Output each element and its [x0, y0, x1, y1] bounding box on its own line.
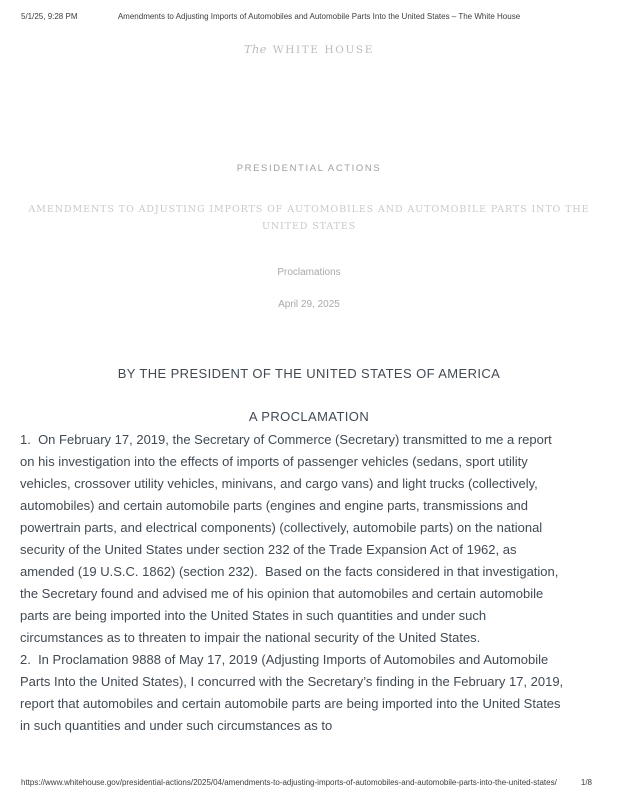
print-source-url: https://www.whitehouse.gov/presidential-actions/2025/04/amendments-to-adjusting-imports-of-automobiles-and-automobile-parts-into-the-united-states/	[21, 778, 557, 787]
logo-the-word: The	[244, 42, 267, 56]
print-datetime: 5/1/25, 9:28 PM	[21, 12, 83, 21]
section-label-presidential-actions: PRESIDENTIAL ACTIONS	[236, 163, 382, 174]
article-title	[0, 201, 618, 235]
white-house-logo	[0, 38, 618, 57]
print-doc-title: Amendments to Adjusting Imports of Automobiles and Automobile Parts Into the United States – The White House	[117, 12, 521, 21]
paragraph-2: 2. In Proclamation 9888 of May 17, 2019 (Adjusting Imports of Automobiles and Automobile Parts Into the United States), I concurred with the Secretary’s finding in the February 17, 2019, report that automobiles and certain automobile parts are being imported into the United States in such quantities and under such circumstances as to	[20, 652, 567, 733]
print-header	[0, 12, 618, 26]
logo-white-house-word: WHITE HOUSE	[272, 44, 374, 56]
paragraph-1: 1. On February 17, 2019, the Secretary of Commerce (Secretary) transmitted to me a report on his investigation into the effects of imports of passenger vehicles (sedans, sport utility vehicles, crossover utility vehicles, minivans, and cargo vans) and light trucks (collectively, automobiles) and certain automobile parts (engines and engine parts, transmissions and powertrain parts, and electrical components) (collectively, automobile parts) on the national security of the United States under section 232 of the Trade Expansion Act of 1962, as amended (19 U.S.C. 1862) (section 232). Based on the facts considered in that investigation, the Secretary found and advised me of his opinion that automobiles and certain automobile parts are being imported into the United States in such quantities and under such circumstances as to threaten to impair the national security of the United States.	[20, 432, 562, 645]
article-title-line-2: UNITED STATES	[261, 221, 357, 232]
article-category: Proclamations	[277, 267, 341, 278]
page-indicator: 1/8	[580, 778, 592, 787]
heading-a-proclamation: A PROCLAMATION	[248, 409, 370, 424]
print-footer	[21, 778, 592, 787]
heading-by-the-president: BY THE PRESIDENT OF THE UNITED STATES OF AMERICA	[117, 366, 501, 381]
article-body	[20, 429, 568, 737]
article-title-line-1: AMENDMENTS TO ADJUSTING IMPORTS OF AUTOMOBILES AND AUTOMOBILE PARTS INTO THE	[28, 204, 590, 215]
article-date: April 29, 2025	[278, 299, 340, 310]
